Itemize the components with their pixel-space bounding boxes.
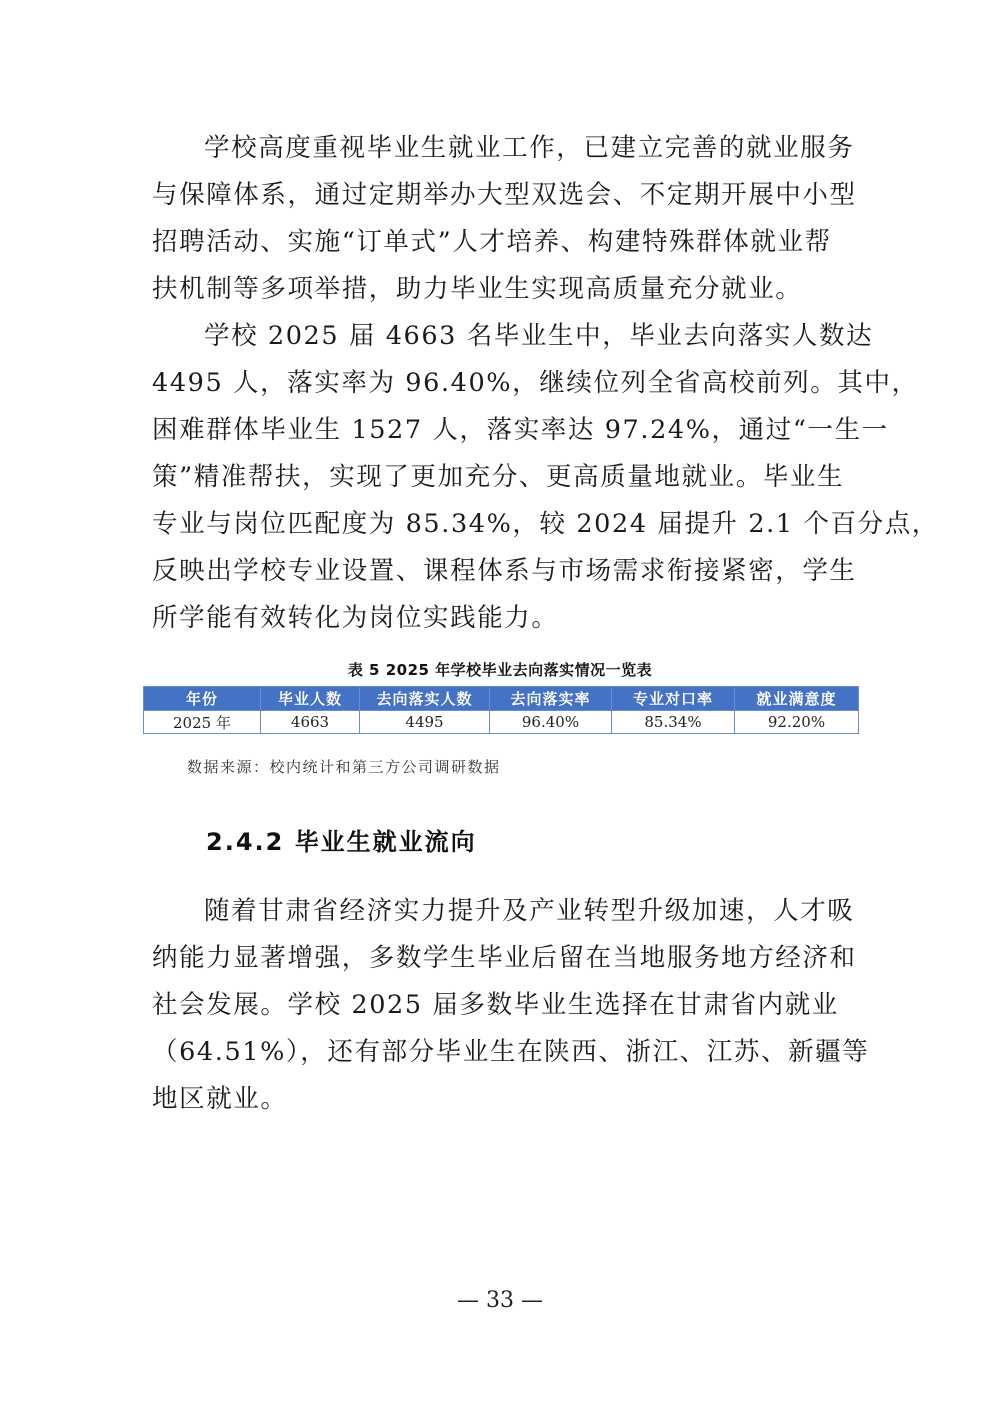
text-line: （64.51%），还有部分毕业生在陕西、浙江、江苏、新疆等 [152,1037,870,1067]
column-header: 就业满意度 [735,687,859,711]
paragraph-employment-destination [152,888,870,1123]
table-cell: 96.40% [490,711,612,734]
text-line: 策”精准帮扶，实现了更加充分、更高质量地就业。毕业生 [152,462,845,492]
table-cell: 4663 [261,711,360,734]
text-line: 学校 2025 届 4663 名毕业生中，毕业去向落实人数达 [204,321,874,351]
text-line: 4495 人，落实率为 96.40%，继续位列全省高校前列。其中， [152,368,919,398]
column-header: 专业对口率 [612,687,735,711]
text-line: 社会发展。学校 2025 届多数毕业生选择在甘肃省内就业 [152,990,839,1020]
text-line: 招聘活动、实施“订单式”人才培养、构建特殊群体就业帮 [152,227,832,257]
table-cell: 4495 [360,711,490,734]
text-line: 地区就业。 [152,1084,288,1114]
table-header-row [144,687,859,711]
table-cell: 92.20% [735,711,859,734]
text-line: 所学能有效转化为岗位实践能力。 [152,603,559,633]
column-header: 年份 [144,687,261,711]
text-line: 困难群体毕业生 1527 人，落实率达 97.24%，通过“一生一 [152,415,889,445]
column-header: 去向落实人数 [360,687,490,711]
text-line: 反映出学校专业设置、课程体系与市场需求衔接紧密，学生 [152,556,857,586]
text-line: 与保障体系，通过定期举办大型双选会、不定期开展中小型 [152,180,857,210]
text-line: 扶机制等多项举措，助力毕业生实现高质量充分就业。 [152,274,803,304]
text-line: 专业与岗位匹配度为 85.34%，较 2024 届提升 2.1 个百分点， [152,509,939,539]
table-source-note: 数据来源：校内统计和第三方公司调研数据 [187,758,501,776]
table-caption: 表 5 2025 年学校毕业去向落实情况一览表 [347,661,653,679]
table-cell: 85.34% [612,711,735,734]
column-header: 去向落实率 [490,687,612,711]
section-heading: 2.4.2 毕业生就业流向 [206,828,477,856]
employment-table [143,686,859,734]
page-number: — 33 — [457,1288,543,1313]
column-header: 毕业人数 [261,687,360,711]
text-line: 学校高度重视毕业生就业工作，已建立完善的就业服务 [204,133,855,163]
paragraph-employment-services [152,125,857,313]
table-cell: 2025 年 [144,711,261,734]
text-line: 纳能力显著增强，多数学生毕业后留在当地服务地方经济和 [152,943,857,973]
paragraph-employment-statistics [152,313,939,642]
text-line: 随着甘肃省经济实力提升及产业转型升级加速，人才吸 [204,896,855,926]
table-row [144,711,859,734]
